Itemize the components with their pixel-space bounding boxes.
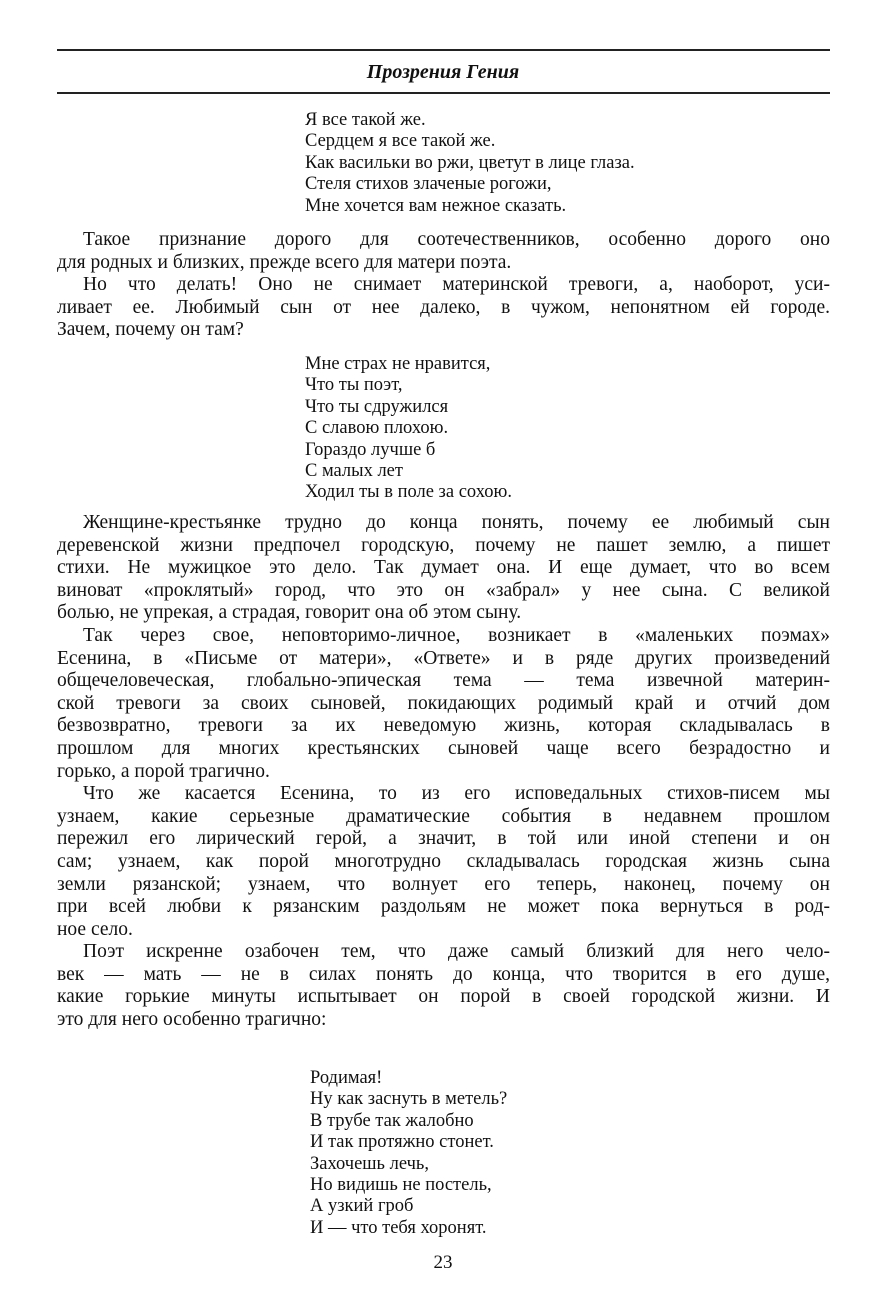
paragraph-line: деревенской жизни предпочел городскую, почему не пашет землю, а пишет xyxy=(57,534,830,556)
paragraph-line: какие горькие минуты испытывает он порой в своей городской жизни. И xyxy=(57,986,830,1008)
paragraph xyxy=(57,512,830,625)
running-title: Прозрения Гения xyxy=(366,61,520,83)
paragraph-line: виноват «проклятый» город, что это он «забрал» у нее сына. С великой xyxy=(57,579,830,601)
paragraph-line: Есенина, в «Письме от матери», «Ответе» и в ряде других произведений xyxy=(57,647,830,669)
paragraph-line: Так через свое, неповторимо-личное, возникает в «маленьких поэмах» xyxy=(83,624,830,646)
paragraph-line: горько, а порой трагично. xyxy=(57,760,270,782)
paragraph-line: Что же касается Есенина, то из его исповедальных стихов-писем мы xyxy=(83,783,830,805)
poem-quote-1 xyxy=(305,110,635,217)
paragraph-line: Женщине-крестьянке трудно до конца понять, почему ее любимый сын xyxy=(83,512,830,533)
poem-line: Мне хочется вам нежное сказать. xyxy=(305,195,567,216)
paragraph-line: ное село. xyxy=(57,918,133,940)
paragraph-line: при всей любви к рязанским раздольям не может пока вернуться в род- xyxy=(57,896,830,918)
paragraph-line: ской тревоги за своих сыновей, покидающих родимый край и отчий дом xyxy=(57,692,830,714)
paragraph-line: век — мать — не в силах понять до конца, что творится в его душе, xyxy=(57,963,830,985)
poem-line: Сердцем я все такой же. xyxy=(305,131,496,152)
paragraph-line: узнаем, какие серьезные драматические события в недавнем прошлом xyxy=(57,805,830,827)
paragraph xyxy=(57,274,830,342)
paragraph-line: пережил его лирический герой, а значит, в той или иной степени и он xyxy=(57,828,830,850)
poem-line: Но видишь не постель, xyxy=(310,1175,492,1196)
paragraph xyxy=(57,941,830,1031)
paragraph-line: стихи. Не мужицкое это дело. Так думает она. И еще думает, что во всем xyxy=(57,557,830,579)
paragraph-line: это для него особенно трагично: xyxy=(57,1009,327,1031)
poem-line: С славою плохою. xyxy=(305,418,449,439)
poem-line: Мне страх не нравится, xyxy=(305,354,491,374)
paragraph-line: земли рязанской; узнаем, что волнует его теперь, наконец, почему он xyxy=(57,873,830,895)
paragraph-line: Такое признание дорого для соотечественников, особенно дорого оно xyxy=(83,229,830,250)
poem-line: Как васильки во ржи, цветут в лице глаза. xyxy=(305,152,635,173)
paragraph-line: сам; узнаем, как порой многотрудно складывалась городская жизнь сына xyxy=(57,850,830,872)
paragraph-line: для родных и близких, прежде всего для матери поэта. xyxy=(57,251,512,273)
page-number: 23 xyxy=(433,1252,453,1273)
paragraph-line: прошлом для многих крестьянских сыновей чаще всего безрадостно и xyxy=(57,737,830,759)
poem-line: Что ты поэт, xyxy=(305,375,403,396)
prose-block-2 xyxy=(57,512,830,1032)
paragraph-line: Поэт искренне озабочен тем, что даже самый близкий для него чело- xyxy=(83,941,830,963)
poem-line: Ну как заснуть в метель? xyxy=(310,1089,508,1110)
poem-line: А узкий гроб xyxy=(310,1196,414,1217)
paragraph xyxy=(57,625,830,783)
poem-line: И — что тебя хоронят. xyxy=(310,1217,487,1238)
header-rule-top xyxy=(57,49,830,51)
paragraph-line: болью, не упрекая, а страдая, говорит она об этом сыну. xyxy=(57,602,522,624)
poem-line: В трубе так жалобно xyxy=(310,1110,474,1131)
poem-line: И так протяжно стонет. xyxy=(310,1132,494,1153)
poem-line: Родимая! xyxy=(310,1068,383,1088)
poem-quote-3 xyxy=(310,1068,507,1239)
prose-block-1 xyxy=(57,229,830,342)
poem-line: Что ты сдружился xyxy=(305,396,449,417)
paragraph-line: Но что делать! Оно не снимает материнской тревоги, а, наоборот, уси- xyxy=(83,274,830,296)
paragraph-line: общечеловеческая, глобально-эпическая тема — тема извечной материн- xyxy=(57,670,830,692)
poem-line: Стеля стихов злаченые рогожи, xyxy=(305,174,552,195)
paragraph-line: Зачем, почему он там? xyxy=(57,319,244,341)
header-rule-bottom xyxy=(57,92,830,94)
paragraph xyxy=(57,229,830,274)
paragraph-line: безвозвратно, тревоги за их неведомую жизнь, которая складывалась в xyxy=(57,715,830,737)
poem-line: Ходил ты в поле за сохою. xyxy=(305,482,512,503)
poem-line: Захочешь лечь, xyxy=(310,1153,429,1174)
paragraph xyxy=(57,783,830,941)
poem-line: Я все такой же. xyxy=(305,110,426,130)
paragraph-line: ливает ее. Любимый сын от нее далеко, в чужом, непонятном ей городе. xyxy=(57,296,830,318)
poem-line: С малых лет xyxy=(305,461,403,482)
poem-line: Гораздо лучше б xyxy=(305,439,436,460)
poem-quote-2 xyxy=(305,354,512,504)
